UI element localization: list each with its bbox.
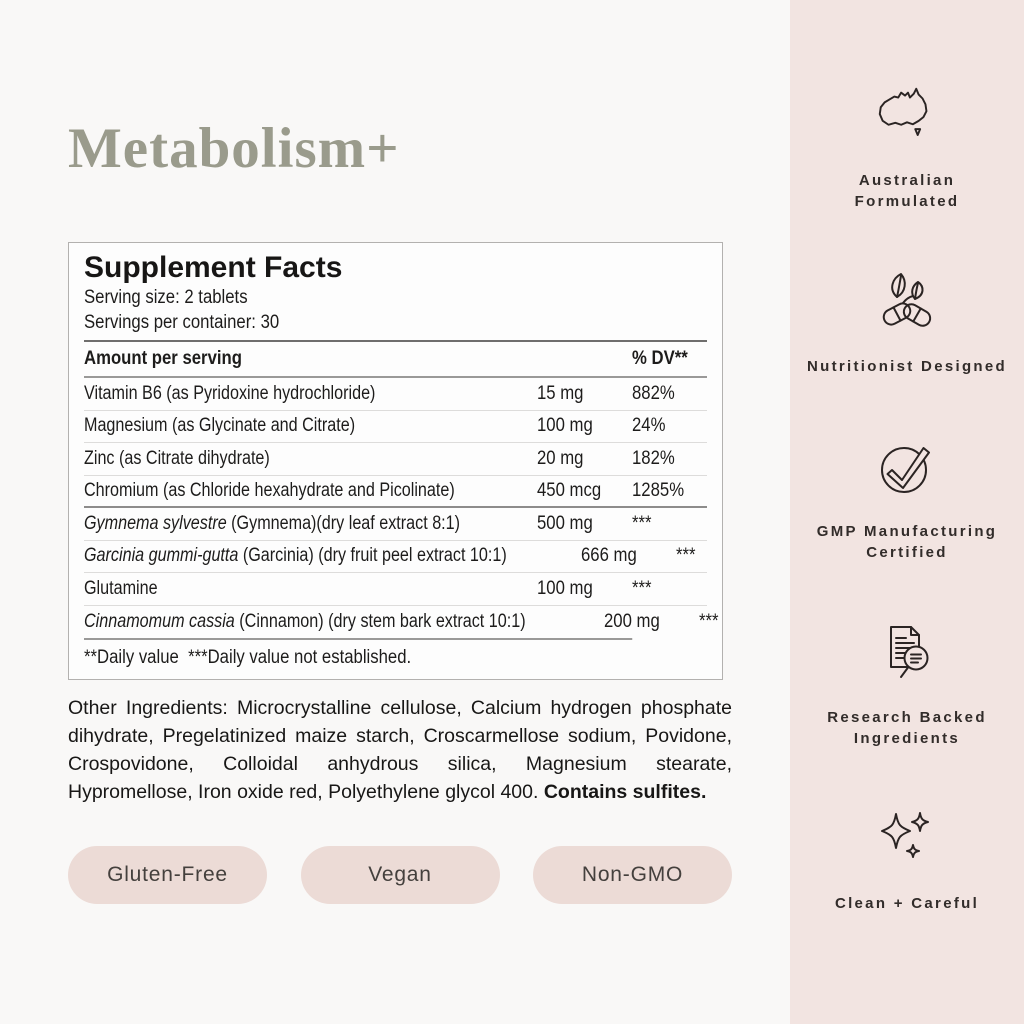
- feature-label: GMP Manufacturing Certified: [816, 523, 998, 561]
- ingredient-name: Vitamin B6 (as Pyridoxine hydrochloride): [84, 382, 376, 404]
- table-row: [84, 411, 707, 444]
- feature-nutritionist-designed: [807, 270, 1007, 377]
- daily-value-footnote: **Daily value ***Daily value not established.: [84, 638, 632, 679]
- ingredient-amount: 100 mg: [537, 415, 593, 437]
- table-row: [84, 476, 707, 509]
- ingredient-name: Cinnamomum cassia (Cinnamon) (dry stem bark extract 10:1): [84, 610, 526, 632]
- ingredient-amount: 20 mg: [537, 447, 584, 469]
- sparkles-icon: [872, 807, 942, 871]
- ingredient-dv: 24%: [632, 415, 666, 437]
- badge-row: [68, 846, 732, 904]
- other-ingredients: [68, 694, 732, 806]
- serving-size: Serving size: 2 tablets: [84, 287, 248, 308]
- table-row: [84, 573, 707, 606]
- table-row: [84, 443, 707, 476]
- ingredient-name: Magnesium (as Glycinate and Citrate): [84, 415, 356, 437]
- ingredient-dv: 1285%: [632, 479, 685, 501]
- facts-column-header: [84, 340, 707, 378]
- feature-label: Australian Formulated: [854, 172, 960, 210]
- feature-label: Clean + Careful: [834, 895, 980, 912]
- allergen-statement: Contains sulfites.: [543, 781, 707, 803]
- other-ingredients-text: Other Ingredients: Microcrystalline cellulose, Calcium hydrogen phosphate dihydrate, Pregelatinized maize starch, Croscarmellose sodium, Povidone, Crospovidone, Colloidal anhydrous silica, Magnesium stearate, Hypromellose, Iron oxide red, Polyethylene glycol 400.: [68, 697, 732, 803]
- feature-label: Nutritionist Designed: [807, 358, 1007, 375]
- table-row: [84, 541, 707, 574]
- check-circle-icon: [872, 435, 942, 499]
- ingredient-name: Zinc (as Citrate dihydrate): [84, 447, 270, 469]
- feature-gmp-certified: [804, 435, 1010, 563]
- ingredient-amount: 666 mg: [581, 545, 638, 567]
- table-row: [84, 606, 719, 639]
- ingredient-amount: 100 mg: [537, 577, 593, 599]
- product-title: Metabolism+: [68, 117, 400, 180]
- ingredient-name: Garcinia gummi-gutta (Garcinia) (dry fruit peel extract 10:1): [84, 545, 507, 567]
- claim-badge: Vegan: [301, 846, 500, 904]
- document-magnifier-icon: [872, 621, 942, 685]
- ingredient-dv: ***: [632, 512, 652, 534]
- ingredient-name: Glutamine: [84, 577, 158, 599]
- ingredient-amount: 500 mg: [537, 512, 593, 534]
- claim-badge: Gluten-Free: [68, 846, 267, 904]
- feature-label: Research Backed Ingredients: [827, 709, 987, 747]
- australia-map-icon: [872, 84, 942, 148]
- feature-clean-careful: [835, 807, 979, 914]
- dv-header: % DV**: [632, 348, 688, 369]
- ingredient-dv: 182%: [632, 447, 675, 469]
- supplement-facts-panel: [68, 242, 723, 680]
- servings-per-container: Servings per container: 30: [84, 312, 280, 333]
- capsules-leaves-icon: [872, 270, 942, 334]
- feature-research-backed: [804, 621, 1010, 749]
- ingredient-name: Gymnema sylvestre (Gymnema)(dry leaf extract 8:1): [84, 512, 461, 534]
- ingredient-amount: 15 mg: [537, 382, 584, 404]
- claim-badge: Non-GMO: [533, 846, 732, 904]
- feature-australian-formulated: [804, 84, 1010, 212]
- amount-per-serving-header: Amount per serving: [84, 348, 242, 369]
- table-row: [84, 508, 707, 541]
- facts-rows: [84, 378, 719, 638]
- ingredient-dv: ***: [632, 577, 652, 599]
- facts-heading: Supplement Facts: [84, 251, 343, 284]
- ingredient-amount: 450 mcg: [537, 479, 602, 501]
- ingredient-dv: ***: [698, 610, 719, 632]
- table-row: [84, 378, 707, 411]
- ingredient-name: Chromium (as Chloride hexahydrate and Picolinate): [84, 479, 455, 501]
- ingredient-dv: 882%: [632, 382, 675, 404]
- ingredient-amount: 200 mg: [603, 610, 660, 632]
- ingredient-dv: ***: [676, 545, 696, 567]
- features-sidebar: [790, 0, 1024, 1024]
